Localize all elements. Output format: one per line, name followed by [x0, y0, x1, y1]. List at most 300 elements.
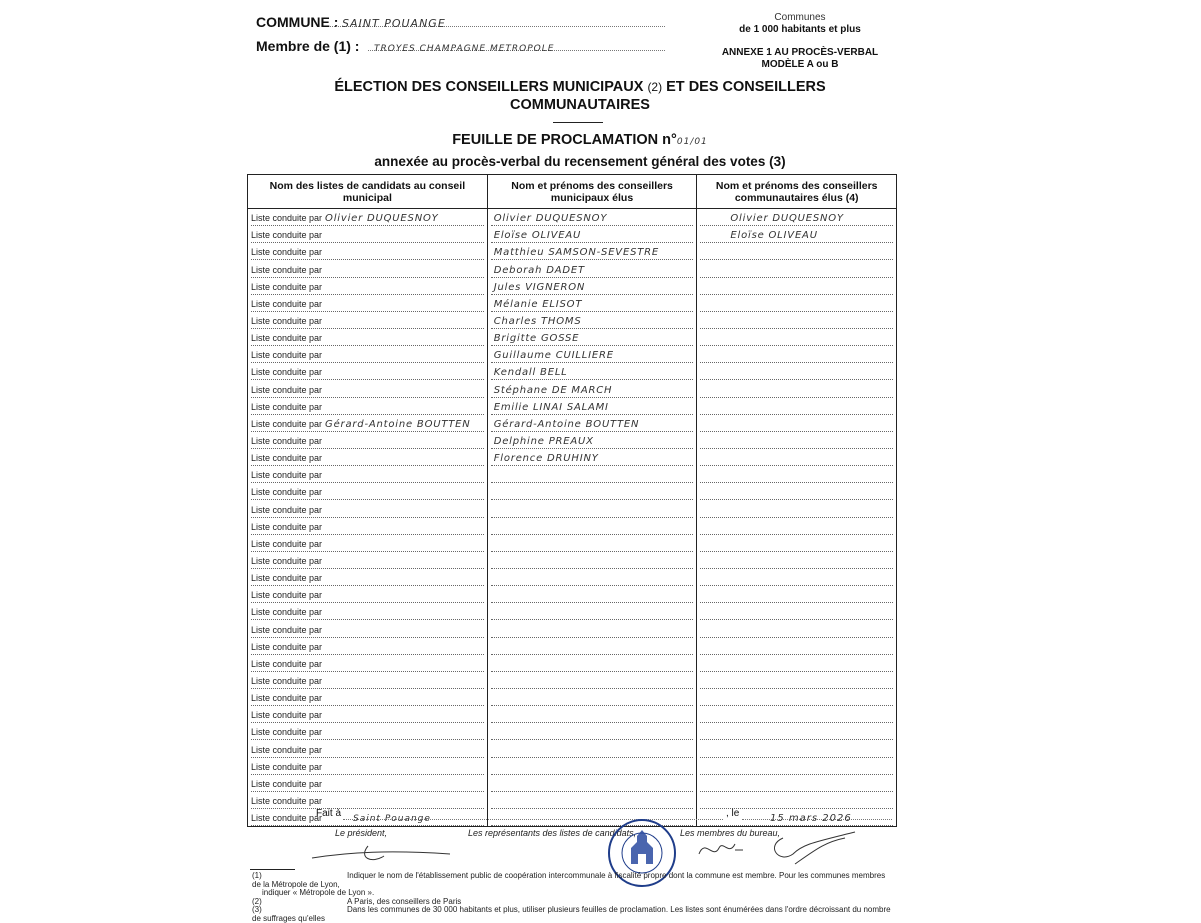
communautaire-cell	[697, 775, 897, 792]
list-cell	[248, 209, 488, 227]
list-cell-line	[251, 367, 484, 380]
list-cell	[248, 449, 488, 466]
list-cell	[248, 363, 488, 380]
municipal-cell	[487, 723, 697, 740]
annexe-line1: ANNEXE 1 AU PROCÈS-VERBAL	[721, 47, 879, 58]
municipal-cell-line	[491, 333, 694, 346]
footnote-2: (2) A Paris, des conseillers de Paris	[252, 896, 462, 906]
list-cell-line	[251, 676, 484, 689]
municipal-cell-line	[491, 470, 694, 483]
communautaire-cell	[697, 449, 897, 466]
communautaire-cell-line	[700, 505, 893, 518]
communautaire-cell-line	[700, 282, 893, 295]
municipal-cell-line	[491, 419, 694, 432]
representants-label: Les représentants des listes de candidats,	[468, 828, 637, 838]
list-cell	[248, 758, 488, 775]
footnote-divider	[250, 869, 295, 870]
communautaire-cell-line	[700, 762, 893, 775]
municipal-cell-line	[491, 745, 694, 758]
list-cell	[248, 775, 488, 792]
table-row	[248, 552, 897, 569]
communautaire-cell-line	[700, 642, 893, 655]
row-label: Liste conduite par	[251, 401, 323, 412]
list-cell-line	[251, 436, 484, 449]
proclamation-table	[247, 174, 897, 827]
communautaire-cell-line	[700, 350, 893, 363]
municipal-cell	[487, 295, 697, 312]
municipal-cell	[487, 380, 697, 397]
row-label: Liste conduite par	[251, 521, 323, 532]
list-cell-line	[251, 230, 484, 243]
list-cell	[248, 603, 488, 620]
list-cell	[248, 569, 488, 586]
communautaire-cell	[697, 740, 897, 757]
row-label: Liste conduite par	[251, 487, 323, 498]
municipal-cell-line	[491, 693, 694, 706]
header-communautaire: Nom et prénoms des conseillers communautaires élus (4)	[697, 175, 897, 209]
title-divider	[553, 122, 603, 123]
row-label: Liste conduite par	[251, 727, 323, 738]
list-cell	[248, 278, 488, 295]
municipal-cell-line	[491, 796, 694, 809]
municipal-cell	[487, 329, 697, 346]
municipal-cell-line	[491, 505, 694, 518]
list-cell	[248, 346, 488, 363]
municipal-councillor-name: Jules VIGNERON	[493, 281, 586, 293]
communautaire-cell	[697, 706, 897, 723]
row-label: Liste conduite par	[251, 264, 323, 275]
list-cell	[248, 586, 488, 603]
municipal-cell-line	[491, 367, 694, 380]
municipal-cell	[487, 638, 697, 655]
municipal-cell	[487, 706, 697, 723]
list-cell-line	[251, 453, 484, 466]
municipal-councillor-name: Stéphane DE MARCH	[493, 384, 613, 396]
table-row	[248, 792, 897, 809]
municipal-cell-line	[491, 487, 694, 500]
list-cell-line	[251, 607, 484, 620]
municipal-councillor-name: Delphine PREAUX	[493, 435, 594, 447]
row-label: Liste conduite par	[251, 555, 323, 566]
table-row	[248, 603, 897, 620]
row-label: Liste conduite par	[251, 658, 323, 669]
le-label: , le	[726, 808, 740, 819]
municipal-cell-line	[491, 607, 694, 620]
title-note: (2)	[647, 80, 663, 94]
communautaire-cell	[697, 466, 897, 483]
communautaire-cell-line	[700, 539, 893, 552]
president-signature	[310, 840, 460, 868]
communautaire-cell	[697, 432, 897, 449]
table-row	[248, 775, 897, 792]
list-cell	[248, 243, 488, 260]
list-cell	[248, 500, 488, 517]
communautaire-councillor-name: Eloïse OLIVEAU	[730, 230, 818, 242]
list-cell	[248, 620, 488, 637]
communautaire-cell-line	[700, 367, 893, 380]
communautaire-cell-line	[700, 573, 893, 586]
municipal-councillor-name: Eloïse OLIVEAU	[493, 230, 582, 242]
list-cell-line	[251, 710, 484, 723]
table-row	[248, 449, 897, 466]
municipal-councillor-name: Brigitte GOSSE	[493, 333, 580, 345]
list-cell	[248, 312, 488, 329]
commune-value: SAINT POUANGE	[342, 17, 446, 30]
municipal-cell-line	[491, 522, 694, 535]
municipal-cell	[487, 672, 697, 689]
list-cell-line	[251, 505, 484, 518]
municipal-cell-line	[491, 350, 694, 363]
communautaire-cell	[697, 586, 897, 603]
row-label: Liste conduite par	[251, 333, 323, 344]
municipal-cell-line	[491, 436, 694, 449]
row-label: Liste conduite par	[251, 778, 323, 789]
communautaire-cell	[697, 723, 897, 740]
table-row	[248, 518, 897, 535]
list-cell-line	[251, 762, 484, 775]
list-cell	[248, 672, 488, 689]
municipal-cell	[487, 518, 697, 535]
municipal-cell	[487, 346, 697, 363]
row-label: Liste conduite par	[251, 573, 323, 584]
list-cell-line	[251, 642, 484, 655]
communautaire-cell-line	[700, 625, 893, 638]
row-label: Liste conduite par	[251, 281, 323, 292]
list-cell-line	[251, 796, 484, 809]
list-head-name: Gérard-Antoine BOUTTEN	[325, 418, 471, 430]
table-row	[248, 706, 897, 723]
communautaire-cell-line	[700, 745, 893, 758]
list-cell	[248, 552, 488, 569]
header-lists: Nom des listes de candidats au conseil municipal	[248, 175, 488, 209]
communautaire-cell	[697, 346, 897, 363]
municipal-cell	[487, 415, 697, 432]
commune-category	[715, 12, 885, 71]
communautaire-cell	[697, 329, 897, 346]
communautaire-cell-line	[700, 659, 893, 672]
list-cell-line	[251, 693, 484, 706]
list-cell-line	[251, 385, 484, 398]
communautaire-cell-line	[700, 333, 893, 346]
municipal-councillor-name: Matthieu SAMSON-SEVESTRE	[493, 247, 659, 259]
communautaire-cell	[697, 226, 897, 243]
row-label: Liste conduite par	[251, 418, 323, 429]
communautaire-cell-line	[700, 436, 893, 449]
row-label: Liste conduite par	[251, 744, 323, 755]
table-row	[248, 363, 897, 380]
municipal-cell-line	[491, 625, 694, 638]
communautaire-cell-line	[700, 230, 893, 243]
row-label: Liste conduite par	[251, 675, 323, 686]
row-label: Liste conduite par	[251, 761, 323, 772]
municipal-cell	[487, 432, 697, 449]
communautaire-cell-line	[700, 299, 893, 312]
president-label: Le président,	[335, 828, 388, 838]
table-row	[248, 209, 897, 227]
table-row	[248, 466, 897, 483]
footnotes	[252, 872, 892, 923]
row-label: Liste conduite par	[251, 795, 323, 806]
list-cell	[248, 706, 488, 723]
table-row	[248, 586, 897, 603]
municipal-cell	[487, 312, 697, 329]
communautaire-cell	[697, 689, 897, 706]
municipal-cell	[487, 483, 697, 500]
commune-label: COMMUNE :	[256, 14, 339, 30]
communautaire-cell	[697, 278, 897, 295]
list-cell-line	[251, 316, 484, 329]
municipal-councillor-name: Charles THOMS	[493, 315, 582, 327]
communautaire-cell-line	[700, 779, 893, 792]
municipal-cell-line	[491, 590, 694, 603]
communautaire-cell	[697, 569, 897, 586]
communautaire-cell-line	[700, 385, 893, 398]
row-label: Liste conduite par	[251, 367, 323, 378]
table-row	[248, 260, 897, 277]
municipal-cell-line	[491, 402, 694, 415]
table-row	[248, 740, 897, 757]
membre-label: Membre de (1) :	[256, 38, 360, 54]
list-cell-line	[251, 350, 484, 363]
row-label: Liste conduite par	[251, 693, 323, 704]
communautaire-cell	[697, 483, 897, 500]
communautaire-cell-line	[700, 470, 893, 483]
communautaire-cell-line	[700, 796, 893, 809]
municipal-councillor-name: Deborah DADET	[493, 264, 585, 276]
table-row	[248, 535, 897, 552]
municipal-cell-line	[491, 385, 694, 398]
list-cell-line	[251, 213, 484, 226]
list-cell-line	[251, 779, 484, 792]
list-cell-line	[251, 299, 484, 312]
title-part1: ÉLECTION DES CONSEILLERS MUNICIPAUX	[334, 79, 648, 95]
fait-label: Fait à	[316, 808, 342, 819]
page-title	[300, 78, 860, 114]
list-cell	[248, 792, 488, 809]
list-cell	[248, 740, 488, 757]
communautaire-cell	[697, 500, 897, 517]
communautaire-cell-line	[700, 676, 893, 689]
communautaire-cell-line	[700, 419, 893, 432]
footnote-3: (3) Dans les communes de 30 000 habitants et plus, utiliser plusieurs feuilles de proclamation. Les listes sont énumérées dans l'ordre décroissant du nombre de suffrages qu'elles	[252, 905, 891, 923]
municipal-councillor-name: Guillaume CUILLIERE	[493, 350, 614, 362]
municipal-cell	[487, 792, 697, 809]
communautaire-cell-line	[700, 265, 893, 278]
list-cell	[248, 226, 488, 243]
list-cell	[248, 260, 488, 277]
date-field	[742, 808, 892, 824]
communautaire-cell-line	[700, 693, 893, 706]
table-row	[248, 346, 897, 363]
header-municipal: Nom et prénoms des conseillers municipaux élus	[487, 175, 697, 209]
list-cell	[248, 380, 488, 397]
list-cell-line	[251, 590, 484, 603]
membres-label: Les membres du bureau,	[680, 828, 781, 838]
fait-date: 15 mars 2026	[770, 813, 852, 824]
feuille-title	[400, 132, 760, 148]
list-cell	[248, 638, 488, 655]
row-label: Liste conduite par	[251, 435, 323, 446]
row-label: Liste conduite par	[251, 230, 323, 241]
list-cell-line	[251, 470, 484, 483]
communautaire-cell	[697, 792, 897, 809]
municipal-cell-line	[491, 299, 694, 312]
annexe-line2: MODÈLE A ou B	[761, 59, 839, 70]
table-row	[248, 758, 897, 775]
communautaire-cell-line	[700, 710, 893, 723]
list-cell-line	[251, 333, 484, 346]
communautaire-cell	[697, 398, 897, 415]
list-cell	[248, 723, 488, 740]
municipal-cell	[487, 569, 697, 586]
row-label: Liste conduite par	[251, 298, 323, 309]
title-part2: ET DES CONSEILLERS	[662, 79, 826, 95]
list-cell-line	[251, 573, 484, 586]
commune-field	[330, 14, 665, 30]
communautaire-cell	[697, 243, 897, 260]
municipal-cell-line	[491, 230, 694, 243]
communautaire-cell	[697, 295, 897, 312]
municipal-cell-line	[491, 659, 694, 672]
municipal-cell	[487, 260, 697, 277]
municipal-cell	[487, 586, 697, 603]
municipal-cell-line	[491, 265, 694, 278]
table-body	[248, 209, 897, 827]
municipal-cell-line	[491, 779, 694, 792]
row-label: Liste conduite par	[251, 213, 323, 224]
row-label: Liste conduite par	[251, 538, 323, 549]
list-cell	[248, 415, 488, 432]
footnote-1: (1) Indiquer le nom de l'établissement public de coopération intercommunale à fiscalité propre dont la commune est membre. Pour les communes membres de la Métropole de Lyon,	[252, 871, 886, 889]
municipal-cell-line	[491, 727, 694, 740]
feuille-number: 01/01	[676, 137, 708, 147]
municipal-councillor-name: Emilie LINAI SALAMI	[493, 401, 609, 413]
communautaire-cell	[697, 312, 897, 329]
municipal-councillor-name: Mélanie ELISOT	[493, 298, 583, 310]
communautaire-cell	[697, 672, 897, 689]
table-row	[248, 432, 897, 449]
municipal-cell	[487, 209, 697, 227]
table-row	[248, 398, 897, 415]
municipal-cell	[487, 552, 697, 569]
communautaire-cell	[697, 655, 897, 672]
list-cell	[248, 689, 488, 706]
list-cell	[248, 432, 488, 449]
list-cell-line	[251, 265, 484, 278]
municipal-cell	[487, 535, 697, 552]
table-row	[248, 638, 897, 655]
fait-place: Saint Pouange	[353, 814, 431, 824]
table-row	[248, 226, 897, 243]
table-row	[248, 329, 897, 346]
communautaire-cell-line	[700, 213, 893, 226]
table-row	[248, 312, 897, 329]
communautaire-cell	[697, 363, 897, 380]
list-cell-line	[251, 522, 484, 535]
table-row	[248, 295, 897, 312]
row-label: Liste conduite par	[251, 710, 323, 721]
list-cell	[248, 466, 488, 483]
list-cell	[248, 398, 488, 415]
municipal-cell	[487, 226, 697, 243]
communautaire-cell-line	[700, 556, 893, 569]
table-row	[248, 380, 897, 397]
communautaire-cell	[697, 535, 897, 552]
communautaire-cell-line	[700, 316, 893, 329]
municipal-cell	[487, 758, 697, 775]
list-cell-line	[251, 419, 484, 432]
table-row	[248, 672, 897, 689]
municipal-councillor-name: Florence DRUHINY	[493, 453, 599, 465]
list-cell-line	[251, 487, 484, 500]
municipal-cell-line	[491, 556, 694, 569]
communautaire-cell	[697, 552, 897, 569]
communautaire-cell	[697, 209, 897, 227]
municipal-cell-line	[491, 710, 694, 723]
communautaire-cell-line	[700, 590, 893, 603]
communautaire-cell	[697, 620, 897, 637]
municipal-cell-line	[491, 213, 694, 226]
municipal-cell-line	[491, 642, 694, 655]
list-cell	[248, 329, 488, 346]
row-label: Liste conduite par	[251, 607, 323, 618]
municipal-cell	[487, 466, 697, 483]
communautaire-cell	[697, 380, 897, 397]
communautaire-cell-line	[700, 247, 893, 260]
communautaire-councillor-name: Olivier DUQUESNOY	[730, 213, 844, 225]
bureau-signatures	[695, 830, 860, 870]
list-head-name: Olivier DUQUESNOY	[325, 213, 439, 225]
row-label: Liste conduite par	[251, 624, 323, 635]
row-label: Liste conduite par	[251, 247, 323, 258]
row-label: Liste conduite par	[251, 350, 323, 361]
list-cell-line	[251, 625, 484, 638]
list-cell	[248, 518, 488, 535]
municipal-cell	[487, 775, 697, 792]
communautaire-cell-line	[700, 402, 893, 415]
row-label: Liste conduite par	[251, 813, 323, 824]
municipal-cell-line	[491, 762, 694, 775]
municipal-cell-line	[491, 453, 694, 466]
table-row	[248, 655, 897, 672]
municipal-cell-line	[491, 539, 694, 552]
list-cell	[248, 483, 488, 500]
communautaire-cell-line	[700, 522, 893, 535]
municipal-cell	[487, 243, 697, 260]
table-row	[248, 500, 897, 517]
category-line1: Communes	[774, 12, 826, 23]
list-cell-line	[251, 745, 484, 758]
table-row	[248, 483, 897, 500]
row-label: Liste conduite par	[251, 504, 323, 515]
table-row	[248, 243, 897, 260]
municipal-cell-line	[491, 282, 694, 295]
communautaire-cell-line	[700, 487, 893, 500]
subtitle: annexée au procès-verbal du recensement général des votes (3)	[374, 154, 786, 169]
table-row	[248, 415, 897, 432]
communautaire-cell	[697, 415, 897, 432]
communautaire-cell-line	[700, 727, 893, 740]
list-cell	[248, 535, 488, 552]
row-label: Liste conduite par	[251, 641, 323, 652]
municipal-cell-line	[491, 316, 694, 329]
table-row	[248, 620, 897, 637]
communautaire-cell-line	[700, 453, 893, 466]
municipal-cell	[487, 689, 697, 706]
membre-field	[368, 38, 665, 54]
communautaire-cell	[697, 638, 897, 655]
table-row	[248, 278, 897, 295]
